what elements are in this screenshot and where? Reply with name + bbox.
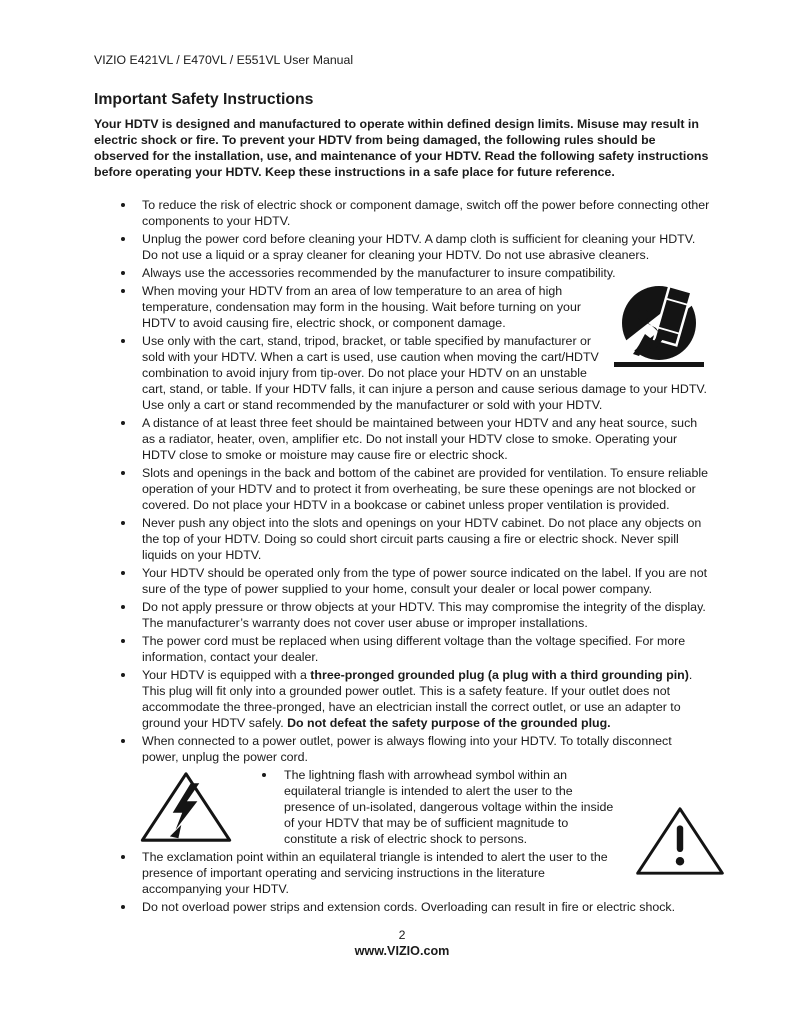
list-item-text: Your HDTV should be operated only from the type of power source indicated on the label. If you are not sure of the type of power supplied to your home, consult your dealer or local power company. <box>142 566 708 596</box>
list-item <box>94 415 710 463</box>
list-item-text <box>142 668 692 730</box>
safety-instructions-list <box>94 197 710 915</box>
bullet-marker <box>121 639 125 643</box>
list-item-text: Do not overload power strips and extension cords. Overloading can result in fire or electric shock. <box>142 900 676 914</box>
bullet-marker <box>121 905 125 909</box>
bullet-marker <box>121 271 125 275</box>
text-segment-bold: three-pronged grounded plug (a plug with a third grounding pin) <box>310 668 689 682</box>
text-segment-bold: Do not defeat the safety purpose of the grounded plug. <box>287 716 611 730</box>
list-item <box>94 633 710 665</box>
list-item-text: The power cord must be replaced when using different voltage than the voltage specified. For more information, contact your dealer. <box>142 634 686 664</box>
list-item-text: Always use the accessories recommended by the manufacturer to insure compatibility. <box>142 266 616 280</box>
list-item <box>94 733 710 765</box>
bullet-marker <box>121 471 125 475</box>
list-item-text: The exclamation point within an equilateral triangle is intended to alert the user to the presence of important operating and servicing instructions in the literature accompanying your HDTV. <box>142 850 608 896</box>
bullet-marker <box>121 521 125 525</box>
page-number: 2 <box>398 928 406 942</box>
bullet-marker <box>121 339 125 343</box>
bullet-marker <box>121 421 125 425</box>
list-item-text: Do not apply pressure or throw objects at your HDTV. This may compromise the integrity of the display. The manufacturer’s warranty does not cover user abuse or improper installations. <box>142 600 706 630</box>
list-item <box>94 565 710 597</box>
list-item-text: Never push any object into the slots and openings on your HDTV cabinet. Do not place any objects on the top of your HDTV. Doing so could short circuit parts causing a fire or electric shock. Never spill liquids on your HDTV. <box>142 516 702 562</box>
list-item <box>94 283 710 331</box>
list-item <box>94 899 710 915</box>
bullet-marker <box>121 289 125 293</box>
list-item-text: The lightning flash with arrowhead symbol within an equilateral triangle is intended to alert the user to the presence of un-isolated, dangerous voltage within the inside of your HDTV that may be of sufficient magnitude to constitute a risk of electric shock to persons. <box>284 768 614 846</box>
website-url: www.VIZIO.com <box>354 944 450 958</box>
text-segment: Your HDTV is equipped with a <box>142 668 311 682</box>
bullet-marker <box>121 673 125 677</box>
bullet-marker <box>121 739 125 743</box>
warning-symbols-section <box>94 767 710 847</box>
document-header: VIZIO E421VL / E470VL / E551VL User Manual <box>94 53 354 67</box>
list-item-nested <box>94 767 710 847</box>
list-item <box>94 849 710 897</box>
list-item <box>94 231 710 263</box>
list-item <box>94 599 710 631</box>
list-item-text: Slots and openings in the back and bottom of the cabinet are provided for ventilation. To ensure reliable operation of your HDTV and to protect it from overheating, be sure these openings are not blocked or covered. Do not place your HDTV in a bookcase or cabinet unless proper ventilation is provided. <box>142 466 708 512</box>
bullet-marker <box>121 571 125 575</box>
text-segment: . This plug will fit only into a grounded power outlet. This is a safety feature. If your outlet does not accommodate the three-pronged, have an electrician install the correct outlet, or use an adapter to ground your HDTV safely. <box>142 668 693 730</box>
page-footer <box>94 927 710 959</box>
list-item-text: A distance of at least three feet should be maintained between your HDTV and any heat source, such as a radiator, heater, oven, amplifier etc. Do not install your HDTV close to smoke. Operating your HDTV close to smoke or moisture may cause fire or electric shock. <box>142 416 698 462</box>
bullet-marker <box>121 855 125 859</box>
bullet-marker <box>262 773 266 777</box>
list-item <box>94 197 710 229</box>
list-item-text: To reduce the risk of electric shock or component damage, switch off the power before connecting other components to your HDTV. <box>142 198 710 228</box>
page-title: Important Safety Instructions <box>94 91 314 108</box>
list-item-text: Unplug the power cord before cleaning your HDTV. A damp cloth is sufficient for cleaning your HDTV. Do not use a liquid or a spray cleaner for cleaning your HDTV. Do not use abrasive cleaners. <box>142 232 696 262</box>
list-item-text: When connected to a power outlet, power is always flowing into your HDTV. To totally disconnect power, unplug the power cord. <box>142 734 672 764</box>
list-item <box>94 265 710 281</box>
list-item-text: When moving your HDTV from an area of low temperature to an area of high temperature, condensation may form in the housing. Wait before turning on your HDTV to avoid causing fire, electric shock, or component damage. <box>142 284 581 330</box>
list-item <box>94 667 710 731</box>
list-item <box>94 333 710 413</box>
bullet-marker <box>121 237 125 241</box>
list-item-text: Use only with the cart, stand, tripod, bracket, or table specified by manufacturer or sold with your HDTV. When a cart is used, use caution when moving the cart/HDTV combination to avoid injury from tip-over. Do not place your HDTV on an unstable cart, stand, or table. If your HDTV falls, it can injure a person and cause serious damage to your HDTV. Use only a cart or stand recommended by the manufacturer or sold with your HDTV. <box>142 334 707 412</box>
list-item <box>94 515 710 563</box>
list-item <box>94 465 710 513</box>
intro-paragraph: Your HDTV is designed and manufactured to operate within defined design limits. Misuse may result in electric shock or fire. To prevent your HDTV from being damaged, the following rules should be observed for the installation, use, and maintenance of your HDTV. Read the following safety instructions before operating your HDTV. Keep these instructions in a safe place for future reference. <box>94 117 709 179</box>
bullet-marker <box>121 203 125 207</box>
bullet-marker <box>121 605 125 609</box>
